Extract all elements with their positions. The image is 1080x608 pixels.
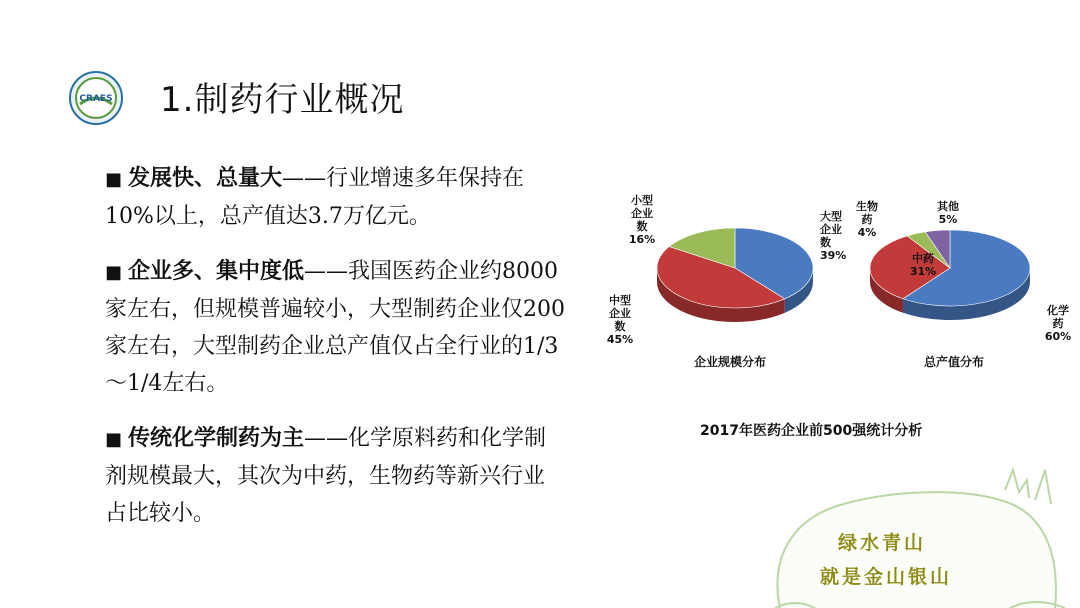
pie-charts <box>590 180 1080 380</box>
pie-data-label: 其他 5% <box>937 200 959 226</box>
slogan-line-2: 就是金山银山 <box>820 566 953 588</box>
pie-data-label: 小型企业数 16% <box>628 194 656 246</box>
bullet-item <box>105 253 565 402</box>
pie-data-label: 化学药 60% <box>1044 304 1072 343</box>
craes-logo <box>68 70 124 126</box>
bullet-head: 传统化学制药为主 <box>128 426 305 451</box>
bullet-body: ——我国医药企业约8000家左右，但规模普遍较小，大型制药企业仅200家左右，大型制药企业总产值仅占全行业的1/3～1/4左右。 <box>105 259 565 396</box>
bullet-item <box>105 160 565 235</box>
bullet-item <box>105 420 565 532</box>
pie-data-label: 中型企业数 45% <box>606 294 634 346</box>
bullet-body: ——化学原料药和化学制剂规模最大，其次为中药，生物药等新兴行业占比较小。 <box>105 426 547 526</box>
chart-caption: 2017年医药企业前500强统计分析 <box>700 423 923 439</box>
pie-chart-title: 总产值分布 <box>923 355 985 369</box>
bullet-list <box>105 160 565 550</box>
craes-emblem-icon <box>68 70 124 126</box>
pie-chart-title: 企业规模分布 <box>693 355 767 369</box>
bullet-head: 企业多、集中度低 <box>128 259 305 284</box>
bullet-head: 发展快、总量大 <box>128 166 283 191</box>
pie-data-label: 中药 31% <box>909 252 937 278</box>
pie-data-label: 大型企业数 39% <box>820 210 847 262</box>
slogan-line-1: 绿水青山 <box>838 532 927 554</box>
pie-data-label: 生物药 4% <box>856 200 878 239</box>
logo-text: CRAES <box>79 94 113 104</box>
square-bullet-icon: ■ <box>105 262 123 283</box>
bullet-body: ——行业增速多年保持在10%以上，总产值达3.7万亿元。 <box>105 166 525 229</box>
square-bullet-icon: ■ <box>105 429 123 450</box>
page-title: 1.制药行业概况 <box>160 80 405 120</box>
square-bullet-icon: ■ <box>105 169 123 190</box>
